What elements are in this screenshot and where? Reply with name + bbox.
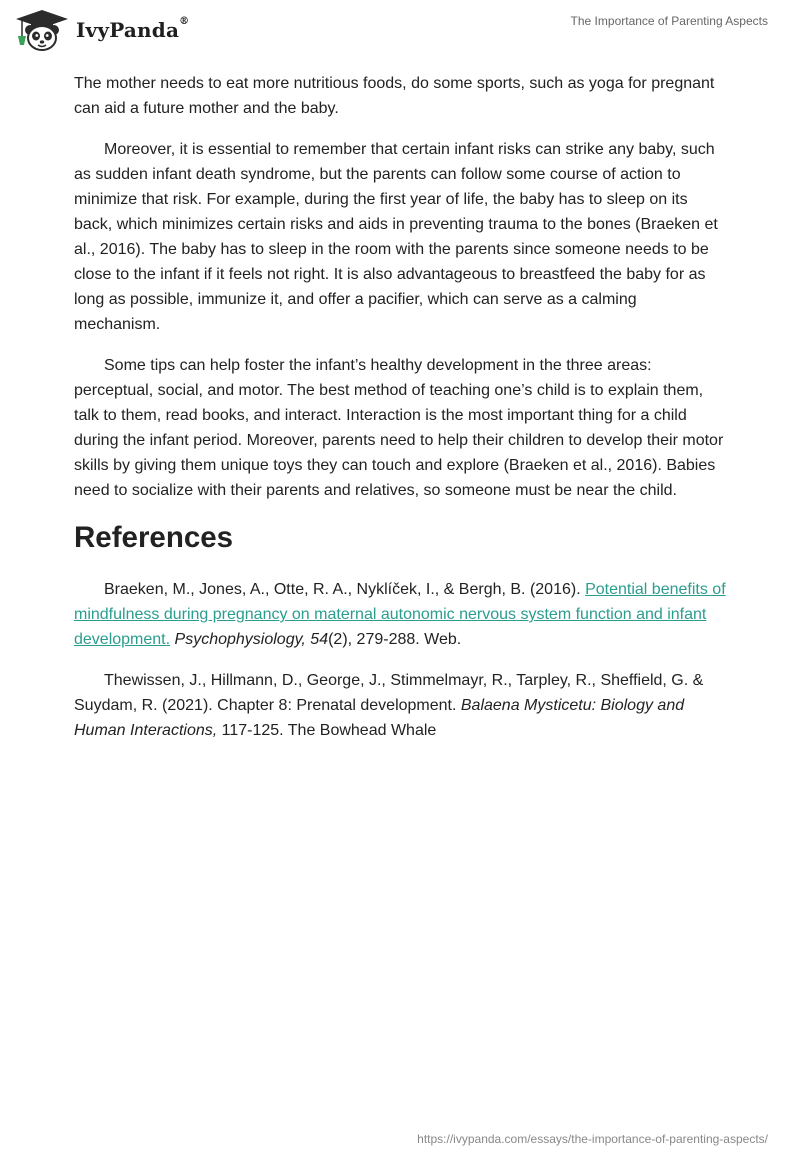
references-heading: References	[74, 521, 234, 554]
paragraph: The mother needs to eat more nutritious foods, do some sports, such as yoga for pregnant can aid a future mother and the baby.	[74, 75, 715, 117]
page-header	[0, 0, 800, 70]
page-url[interactable]: https://ivypanda.com/essays/the-importance-of-parenting-aspects/	[417, 1132, 768, 1146]
ivypanda-logo[interactable]	[14, 8, 189, 52]
logo-wordmark: IvyPanda®	[76, 16, 190, 42]
panda-icon	[14, 8, 70, 52]
essay-body	[74, 71, 726, 759]
paragraph: Moreover, it is essential to remember that certain infant risks can strike any baby, such as sudden infant death syndrome, but the parents can follow some course of action to minimize that risk. For example, during the first year of life, the baby has to sleep on its back, which minimizes certain risks and aids in preventing trauma to the bones (Braeken et al., 2016). The baby has to sleep in the room with the parents since someone needs to be close to the infant if it feels not right. It is also advantageous to breastfeed the baby for as long as possible, immunize it, and offer a pacifier, which can serve as a calming mechanism.	[74, 141, 718, 333]
reference-link[interactable]: Potential benefits of mindfulness during pregnancy on maternal autonomic nervous system function and infant development.	[74, 581, 726, 648]
reference-item: Thewissen, J., Hillmann, D., George, J., Stimmelmayr, R., Tarpley, R., Sheffield, G. & Suydam, R. (2021). Chapter 8: Prenatal development. Balaena Mysticetu: Biology and Human Interactions, 117-125. The Bowhead Whale	[74, 672, 704, 739]
paragraph: Some tips can help foster the infant’s healthy development in the three areas: perceptual, social, and motor. The best method of teaching one’s child is to explain them, talk to them, read books, and interact. Interaction is the most important thing for a child during the infant period. Moreover, parents need to help their children to develop their motor skills by giving them unique toys they can touch and explore (Braeken et al., 2016). Babies need to socialize with their parents and relatives, so someone must be near the child.	[74, 357, 724, 499]
reference-item: Braeken, M., Jones, A., Otte, R. A., Nyklíček, I., & Bergh, B. (2016). Potential benefits of mindfulness during pregnancy on maternal autonomic nervous system function and infant development. Psychophysiology, 54(2), 279-288. Web.	[74, 581, 726, 648]
document-title: The Importance of Parenting Aspects	[570, 14, 768, 28]
